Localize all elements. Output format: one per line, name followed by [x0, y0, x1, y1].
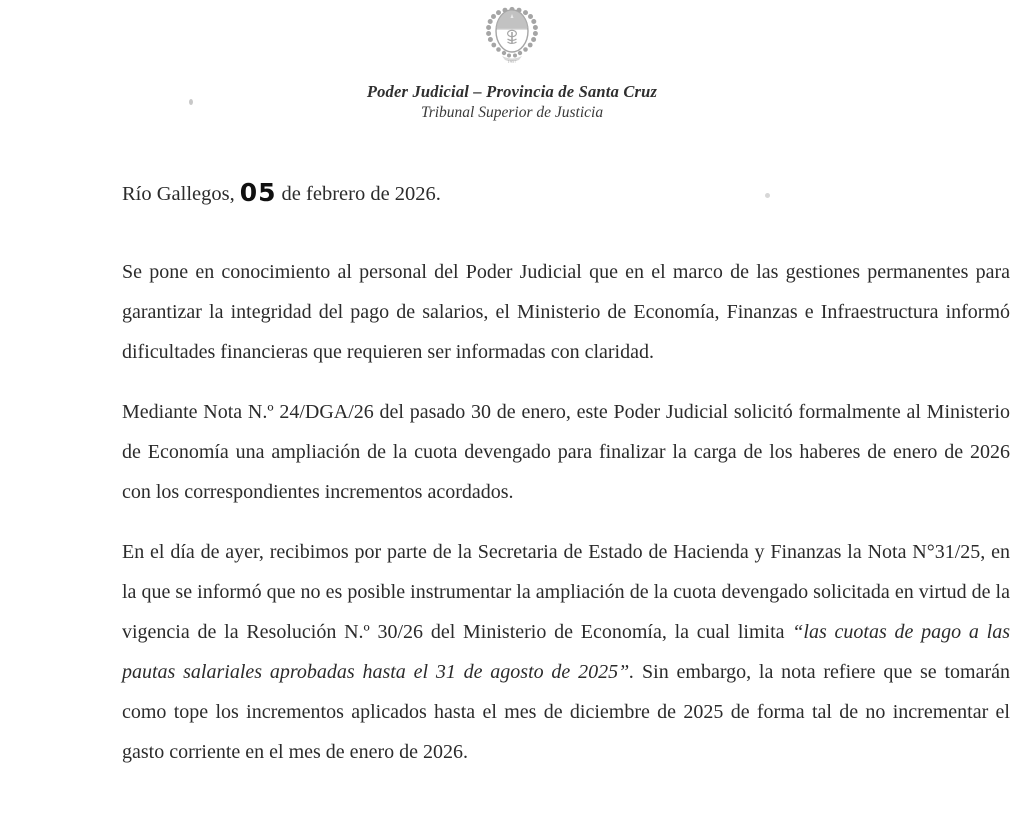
paragraph-3 [122, 532, 1010, 772]
paragraph-3-lead: En el día de ayer, recibimos por parte de la Secretaria de Estado de Hacienda y Finanzas la Nota N°31/25, en la que se informó que no es posible instrumentar la ampliación de la cuota devengado solicitada en virtud de la vigencia de la Resolución N.º 30/26 del Ministerio de Economía, la cual limita [122, 541, 1010, 643]
paragraph-2: Mediante Nota N.º 24/DGA/26 del pasado 30 de enero, este Poder Judicial solicitó formalmente al Ministerio de Economía una ampliación de la cuota devengado para finalizar la carga de los haberes de enero de 2026 con los correspondientes incrementos acordados. [122, 401, 1010, 503]
paragraph-3-quote: “las cuotas de pago a las pautas salariales aprobadas hasta el 31 de agosto de 2025”. [122, 621, 1011, 683]
dateline-place: Río Gallegos, [122, 183, 235, 205]
letterhead [0, 0, 1024, 122]
paragraph-1: Se pone en conocimiento al personal del Poder Judicial que en el marco de las gestiones permanentes para garantizar la integridad del pago de salarios, el Ministerio de Economía, Finanzas e Infraestructura informó dificultades financieras que requieren ser informadas con claridad. [122, 261, 1010, 363]
handwritten-day: 05 [239, 178, 277, 207]
organization-name: Poder Judicial – Provincia de Santa Cruz [366, 82, 658, 101]
svg-text:1957: 1957 [507, 59, 517, 64]
dateline [122, 172, 1010, 214]
organization-subtitle: Tribunal Superior de Justicia [420, 104, 604, 121]
paragraph-3-tail: Sin embargo, la nota refiere que se tomarán como tope los incrementos aplicados hasta el mes de diciembre de 2025 de forma tal de no incrementar el gasto corriente en el mes de enero de 2026. [122, 661, 1010, 763]
dateline-suffix: de febrero de 2026. [281, 183, 441, 205]
coat-of-arms-icon [483, 6, 541, 68]
document-body [122, 172, 1010, 772]
